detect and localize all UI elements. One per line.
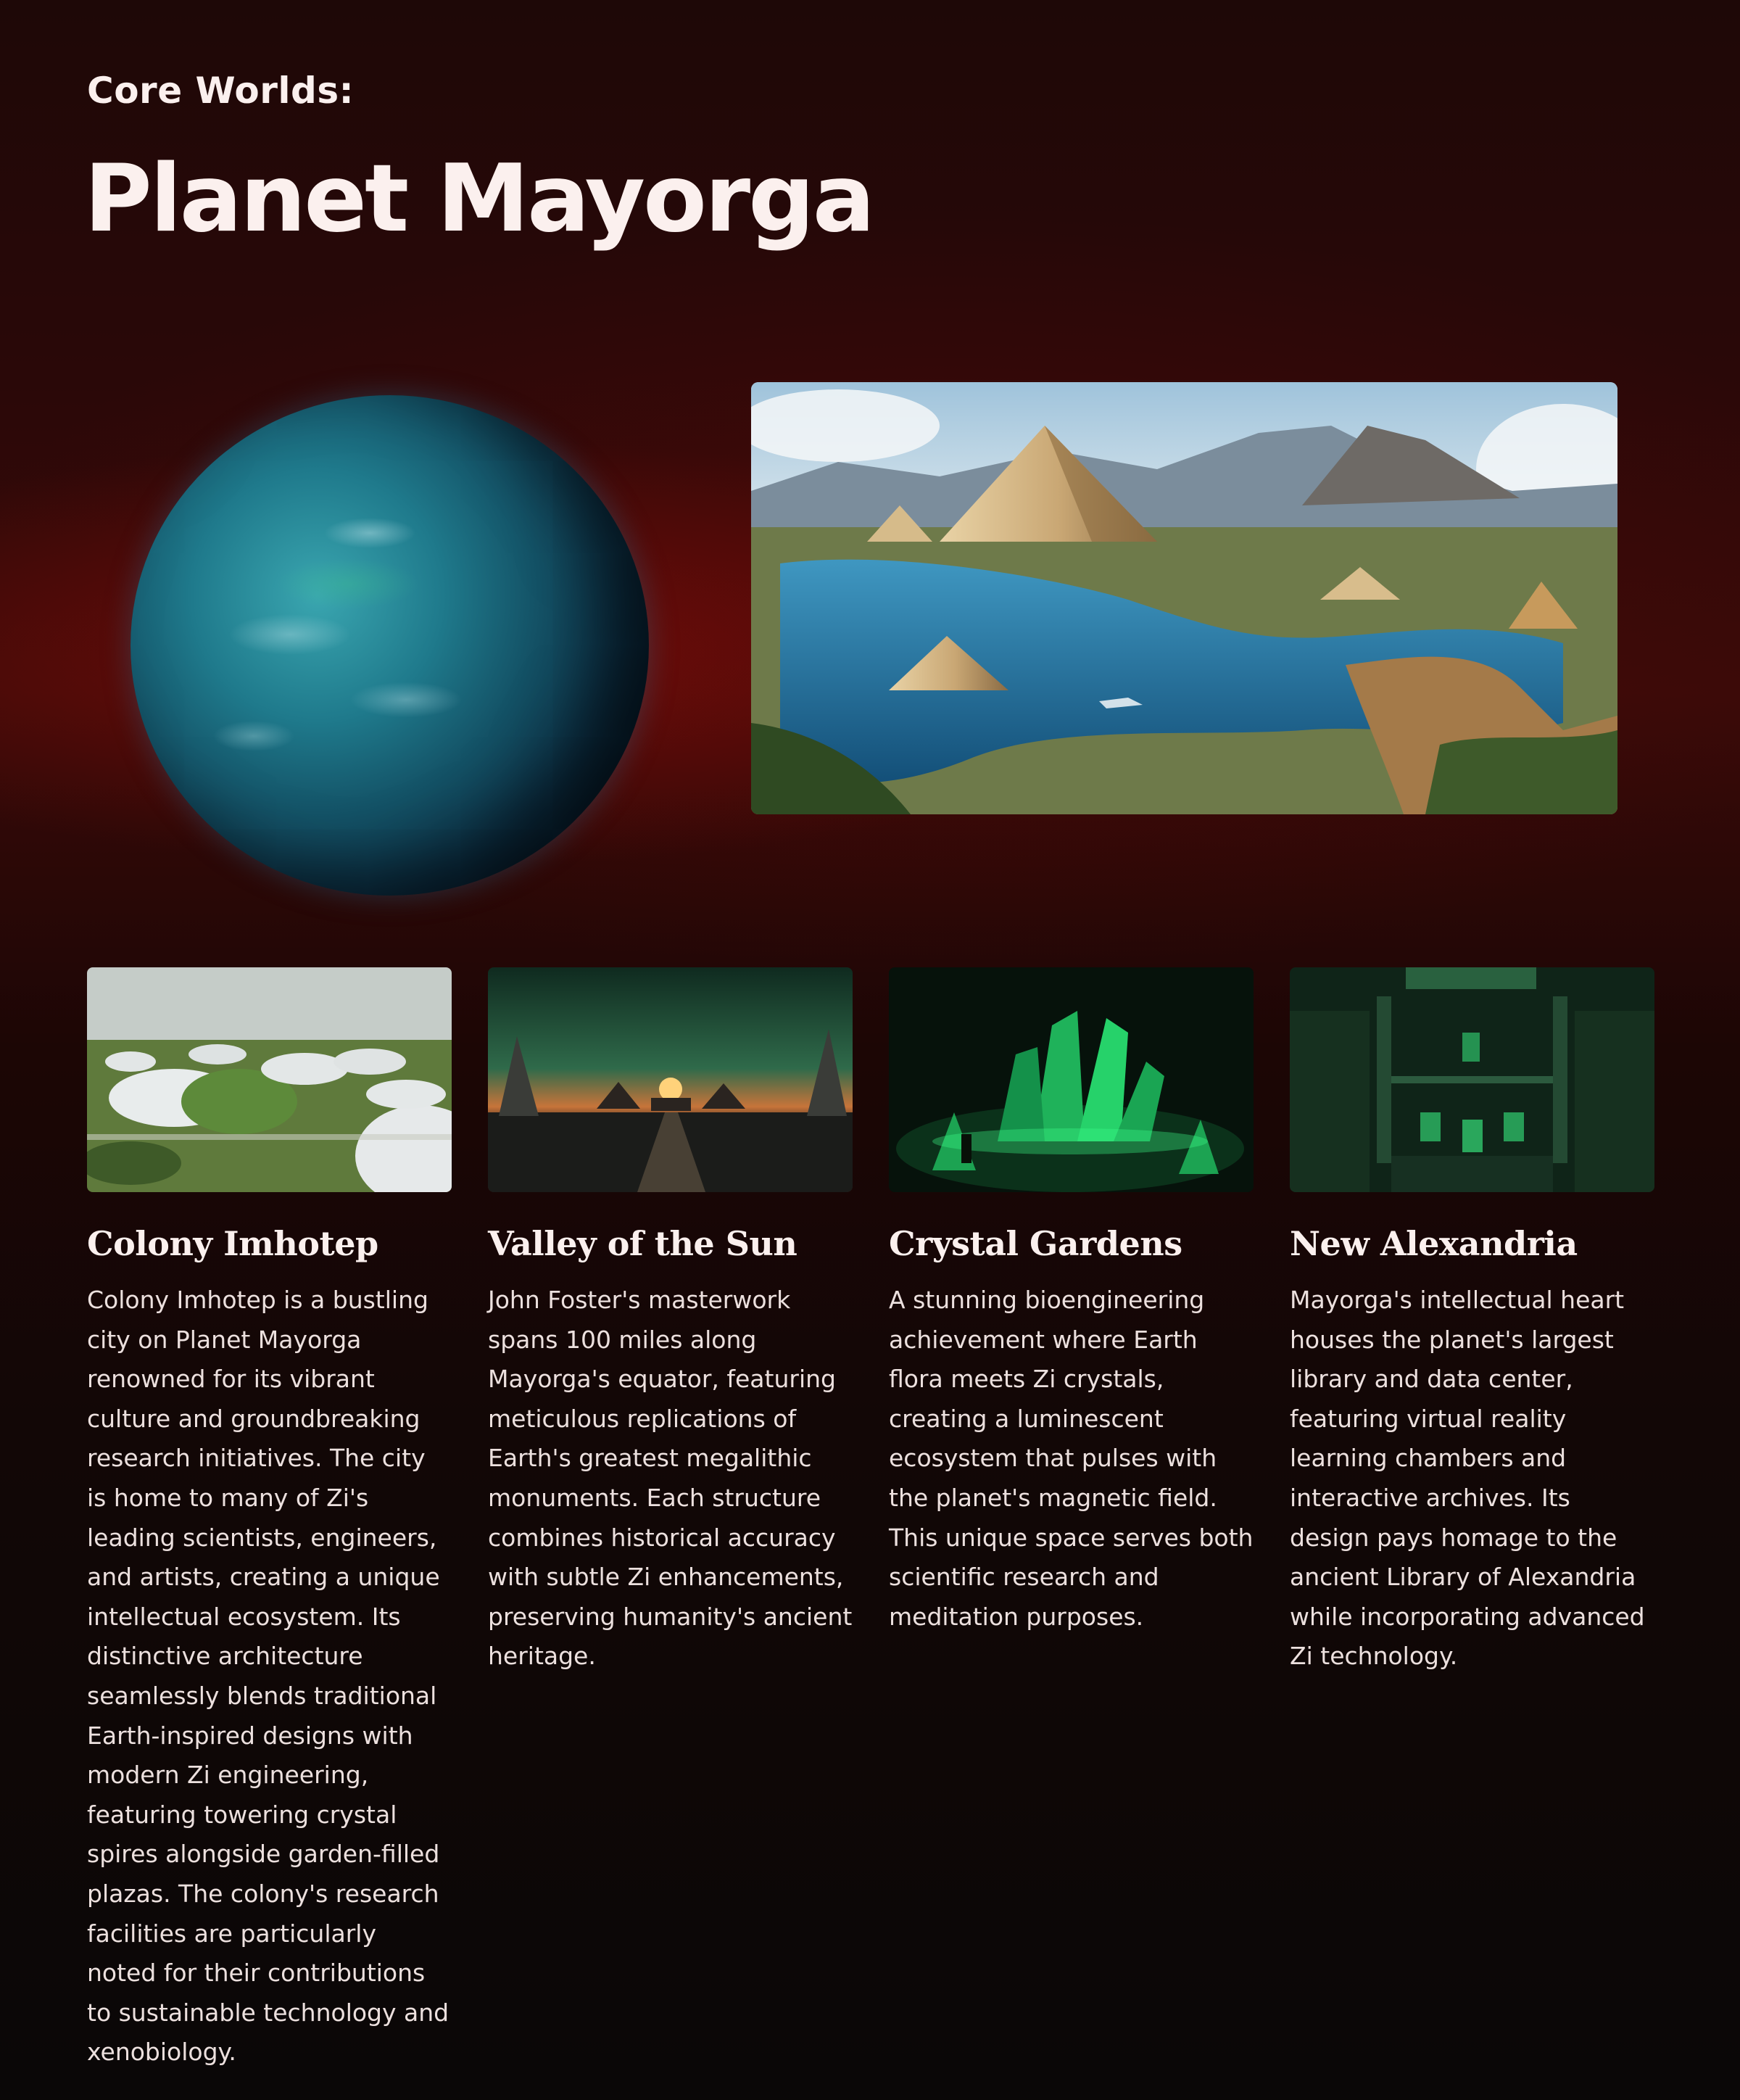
card-title: New Alexandria: [1290, 1224, 1578, 1263]
section-eyebrow: Core Worlds:: [87, 70, 355, 112]
card-description: A stunning bioengineering achievement where Earth flora meets Zi crystals, creating a luminescent ecosystem that pulses with the planet's magnetic field. This unique space serves both scientific research and meditation purposes.: [889, 1286, 1254, 1631]
card-colony-imhotep[interactable]: [87, 967, 452, 2067]
crystal-gardens-image: [889, 967, 1254, 1192]
page-title: Planet Mayorga: [84, 145, 874, 253]
pyramid-city-image: [751, 382, 1617, 814]
card-title: Crystal Gardens: [889, 1224, 1182, 1263]
card-description: Mayorga's intellectual heart houses the planet's largest library and data center, featuring virtual reality learning chambers and interactive archives. Its design pays homage to the ancient Library of Alexandria while incorporating advanced Zi technology.: [1290, 1286, 1645, 1671]
card-description: Colony Imhotep is a bustling city on Planet Mayorga renowned for its vibrant culture and groundbreaking research initiatives. The city is home to many of Zi's leading scientists, engineers, and artists, creating a unique intellectual ecosystem. Its distinctive architecture seamlessly blends traditional Earth-inspired designs with modern Zi engineering, featuring towering crystal spires alongside garden-filled plazas. The colony's research facilities are particularly noted for their contributions to sustainable technology and xenobiology.: [87, 1286, 450, 2067]
card-description: John Foster's masterwork spans 100 miles along Mayorga's equator, featuring meticulous replications of Earth's greatest megalithic monuments. Each structure combines historical accuracy with subtle Zi enhancements, preserving humanity's ancient heritage.: [488, 1286, 853, 1671]
card-title: Valley of the Sun: [488, 1224, 798, 1263]
card-title: Colony Imhotep: [87, 1224, 378, 1263]
planet-image: [130, 395, 649, 896]
valley-of-the-sun-image: [488, 967, 853, 1192]
card-crystal-gardens[interactable]: [889, 967, 1254, 1631]
card-new-alexandria[interactable]: [1290, 967, 1654, 1671]
card-valley-of-the-sun[interactable]: [488, 967, 853, 1671]
colony-imhotep-image: [87, 967, 452, 1192]
new-alexandria-image: [1290, 967, 1654, 1192]
